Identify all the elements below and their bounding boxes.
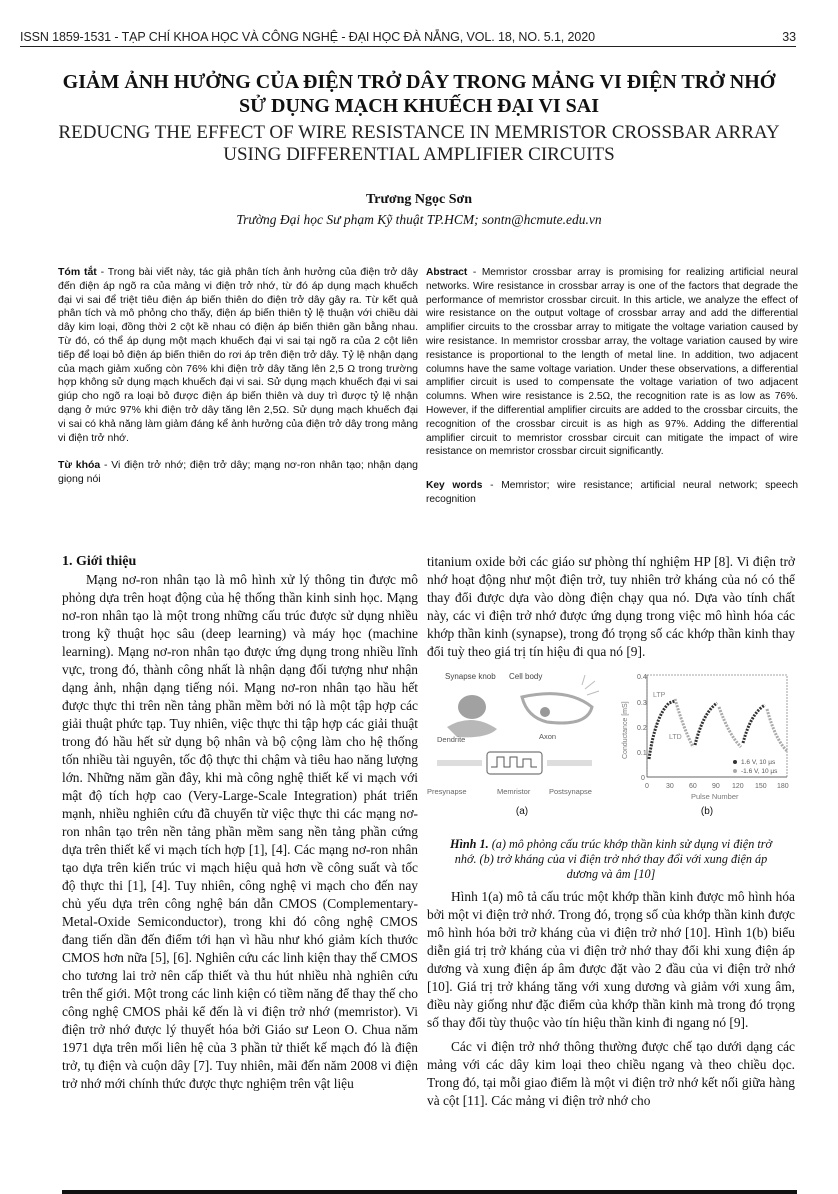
legend-negative-pulse: -1.6 V, 10 µs (741, 768, 778, 775)
keywords-english (426, 479, 798, 507)
keywords-vi-text: - Vi điện trở nhớ; điện trở dây; mạng nơ-ron nhân tạo; nhận dạng giọng nói (58, 459, 418, 486)
author-affiliation: Trường Đại học Sư phạm Kỹ thuật TP.HCM; sontn@hcmute.edu.vn (236, 212, 602, 227)
figure-1 (427, 667, 795, 825)
keywords-en-text: - Memristor; wire resistance; artificial neural network; speech recognition (426, 480, 798, 505)
label-postsynapse: Postsynapse (549, 787, 592, 796)
ytick-0: 0 (641, 775, 645, 782)
xtick-90: 90 (712, 783, 720, 790)
abstract-vietnamese (58, 266, 418, 487)
ytick-0.1: 0.1 (637, 750, 647, 757)
ytick-0.3: 0.3 (637, 700, 647, 707)
title-block (0, 70, 838, 228)
ltp-label: LTP (653, 692, 666, 699)
xtick-0: 0 (645, 783, 649, 790)
intro-paragraph-1: Mạng nơ-ron nhân tạo là mô hình xử lý thông tin được mô phỏng dựa trên hoạt động của hệ thống thần kinh sinh học. Mạng nơ-ron nhân tạo là một trong những cấu trúc được sử dụng nhiều trong kỹ thuật học sâu (deep learning) và máy học (machine learning). Mạng nơ-ron nhân tạo được ứng dụng trong nhiều lĩnh vực, trong đó, thành công nhất là nhận dạng đối tượng như nhận dạng ảnh, nhận dạng tiếng nói. Mạng nơ-ron nhân tạo hầu hết được thực thi trên nền tảng phần mềm bởi nó là một tập hợp các giải thuật phức tạp. Tuy nhiên, việc thực thi tập hợp các giải thuật trong đó hầu hết sử dụng bộ nhân và bộ cộng làm cho hệ thống tốn nhiều tài nguyên, tốc độ thực thi chậm và tiêu hao năng lượng lớn. Những năm gần đây, khi mà công nghệ thiết kế vi mạch với mật độ tích hợp cao (Very-Large-Scale Integration) phát triển mạnh, nhiều nghiên cứu đã chuyển từ việc thực thi các mạng nơ-ron nhân tạo trên nền tảng phần mềm sang nền tảng phần cứng dựa trên thiết kế vi mạch tích hợp [1], [4]. Các mạng nơ-ron nhân tạo dựa trên kiến trúc vi mạch hiệu quả hơn về công suất và tốc độ thực thi [1], [4]. Tuy nhiên, công nghệ vi mạch cho đến nay chủ yếu dựa trên công nghệ bán dẫn CMOS (Complementary-Metal-Oxide Semiconductor), trong khi đó công nghệ CMOS đang tiến dần đến điểm tới hạn vì hầu như khó giảm kích thước CMOS hơn nữa [5], [6]. Nghiên cứu các linh kiện thay thế CMOS cho tương lai trở nên cấp thiết và thu hút nhiều nhà nghiên cứu trên thế giới. Một trong các linh kiện có tiềm năng để thay thế cho công nghệ CMOS phải kể đến là vi điện trở nhớ (memristor). Vi điện trở nhớ được lý thuyết hóa bởi Giáo sư Leon O. Chua năm 1971 dựa trên mối liên hệ của 3 phần tử thiết kế mạch đó là điện trở, tụ điện và cuộn dây [7]. Tuy nhiên, mãi đến năm 2008 vi điện trở nhớ mới chính thức được thực nghiệm trên vật liệu (62, 572, 418, 1091)
ytick-0.4: 0.4 (637, 674, 647, 681)
figure-caption-text: (a) mô phỏng cấu trúc khớp thần kinh sử dụng vi điện trở nhớ. (b) trở kháng của vi điện trở nhớ thay đổi với xung điện áp dương và âm [10] (454, 837, 772, 881)
abstract-english (426, 266, 798, 507)
body-column-right (427, 553, 795, 1110)
label-dendrite: Dendrite (437, 735, 466, 744)
label-cell-body: Cell body (509, 672, 543, 681)
figure-1b-tag: (b) (700, 806, 714, 817)
ltd-label: LTD (669, 734, 682, 741)
abstract-en-label: Abstract (426, 267, 468, 278)
running-header (20, 30, 796, 47)
synapse-illustration (427, 667, 617, 817)
xtick-120: 120 (732, 783, 744, 790)
abstract-vi-label: Tóm tắt (58, 266, 97, 278)
label-synapse-knob: Synapse knob (445, 672, 496, 681)
label-axon: Axon (539, 732, 557, 741)
keywords-en-label: Key words (426, 480, 483, 492)
intro-paragraph-2: Hình 1(a) mô tả cấu trúc một khớp thần kinh được mô hình hóa bởi một vi điện trở nhớ. Trong đó, trọng số của khớp thần kinh được mô hình hóa bởi trở kháng của vi điện trở nhớ [10]. Hình 1(b) biểu diễn giá trị trở kháng của vi điện trở nhớ thay đổi khi xung điện áp dương và xung điện áp âm được đặt vào 2 đầu của vi điện trở nhớ [10]. Giá trị trở kháng tăng với xung dương và giảm với xung âm, điều này giống như đặc điểm của khớp thần kinh mà trong đó trọng số thay đổi tùy thuộc vào tín hiệu thần kinh đi ngang nó [9]. (427, 889, 795, 1030)
figure-1b-conductance-plot (619, 667, 795, 817)
figure-1a-tag: (a) (515, 806, 529, 817)
page-bottom-rule (62, 1190, 797, 1194)
figure-1a-synapse-diagram (427, 667, 617, 817)
keywords-vietnamese (58, 459, 418, 487)
label-presynapse: Presynapse (427, 787, 467, 796)
xtick-150: 150 (755, 783, 767, 790)
abstract-en-text: - Memristor crossbar array is promising for realizing artificial neural networks. Wire resistance in crossbar array is one of the factors that degrade the performance of memristor crossbar circuit. In this article, we analyze the effect of wire resistance on the output voltage of crossbar array and add the differential amplifier circuits to the crossbar array to mitigate the voltage variation caused by wire resistance. In memristor crossbar array, the voltage variation caused by wire resistance is proportional to the length of metal line. In addition, two adjacent columns have the same voltage variation. Under these observations, a differential amplifier circuit is used to compensate the voltage variation of two adjacent columns. When wire resistance is 2.5Ω, the recognition rate is as low as 76%. However, if the differential amplifier circuits are added to the crossbar circuits, the recognition of the crossbar circuit is as high as 97%. Adding the differential amplifier circuit to memristor crossbar circuit can mitigate the impact of wire resistance on memristor crossbar circuit significantly. (426, 267, 798, 458)
ytick-0.2: 0.2 (637, 725, 647, 732)
title-english-line-1: REDUCNG THE EFFECT OF WIRE RESISTANCE IN MEMRISTOR CROSSBAR ARRAY (58, 122, 780, 143)
legend-positive-pulse: 1.6 V, 10 µs (741, 759, 776, 766)
abstract-vi-text: - Trong bài viết này, tác giả phân tích ảnh hưởng của điện trở dây đến điện áp ngõ ra của mảng vi điện trở nhớ, từ đó áp dụng mạch khuếch đại vi sai để triệt tiêu điện áp biến thiên do điện trở dây gây ra. Từ kết quả phân tích và mô phỏng cho thấy, điện áp biến thiên tỷ lệ thuận với chiều dài dây kim loại, đồng thời 2 cột kề nhau có điện áp biến thiên gần bằng nhau. Từ đó, có thể áp dụng một mạch khuếch đại vi sai tại ngõ ra của 2 cột liên tiếp để loại bỏ điện áp biến thiên do rơi áp trên điện trở dây. Tỷ lệ nhận dạng của mạch giảm xuống còn 76% khi điện trở dây tăng lên 2,5 Ω trong trường hợp không sử dụng mạch khuếch đại vi sai. Sử dụng mạch khuếch đại vi sai giúp cho ngõ ra loại bỏ được điện áp biến thiên và duy trì được tỷ lệ nhận dạng ở mức 97% khi điện trở dây tăng lên 2,5Ω. Sử dụng mạch khuếch đại vi sai có khả năng làm giảm đáng kể ảnh hưởng của điện trở dây trong mảng vi điện trở nhớ. (58, 266, 418, 444)
label-memristor: Memristor (497, 787, 531, 796)
xtick-180: 180 (777, 783, 789, 790)
x-axis-label: Pulse Number (691, 792, 739, 801)
intro-paragraph-3: Các vi điện trở nhớ thông thường được chế tạo dưới dạng các mảng với các dây kim loại theo chiều ngang và theo chiều dọc. Trong đó, tại mỗi giao điểm là một vi điện trở nhớ kết nối giữa hàng và cột [11]. Các mảng vi điện trở nhớ cho (427, 1039, 795, 1108)
y-axis-label: Conductance [mS] (622, 701, 629, 759)
conductance-chart (619, 667, 795, 817)
figure-caption-label: Hình 1. (450, 837, 489, 851)
keywords-vi-label: Từ khóa (58, 459, 101, 472)
author-name: Trương Ngọc Sơn (365, 192, 473, 207)
intro-paragraph-1-continued: titanium oxide bởi các giáo sư phòng thí nghiệm HP [8]. Vi điện trở nhớ hoạt động như một điện trở, tuy nhiên trở kháng của nó có thể thay đổi được dựa vào dòng điện chạy qua nó. Dựa vào tính chất này, các vi điện trở nhớ được ứng dụng trong việc mô hình hóa các khớp thần kinh (synapse), trong đó trọng số các khớp thần kinh thay đổi tuỳ theo giá trị tín hiệu đi qua nó [9]. (427, 554, 795, 659)
title-vietnamese-line-1: GIẢM ẢNH HƯỞNG CỦA ĐIỆN TRỞ DÂY TRONG MẢNG VI ĐIỆN TRỞ NHỚ (62, 71, 776, 93)
page-number: 33 (782, 30, 796, 44)
body-column-left (62, 553, 418, 1093)
title-english-line-2: USING DIFFERENTIAL AMPLIFIER CIRCUITS (223, 144, 615, 165)
journal-line: ISSN 1859-1531 - TẠP CHÍ KHOA HỌC VÀ CÔNG NGHỆ - ĐẠI HỌC ĐÀ NẴNG, VOL. 18, NO. 5.1, 2020 (20, 30, 595, 44)
xtick-30: 30 (666, 783, 674, 790)
section-heading-introduction: 1. Giới thiệu (62, 554, 137, 569)
xtick-60: 60 (689, 783, 697, 790)
figure-1-caption (441, 837, 781, 882)
title-vietnamese-line-2: SỬ DỤNG MẠCH KHUẾCH ĐẠI VI SAI (238, 95, 600, 117)
